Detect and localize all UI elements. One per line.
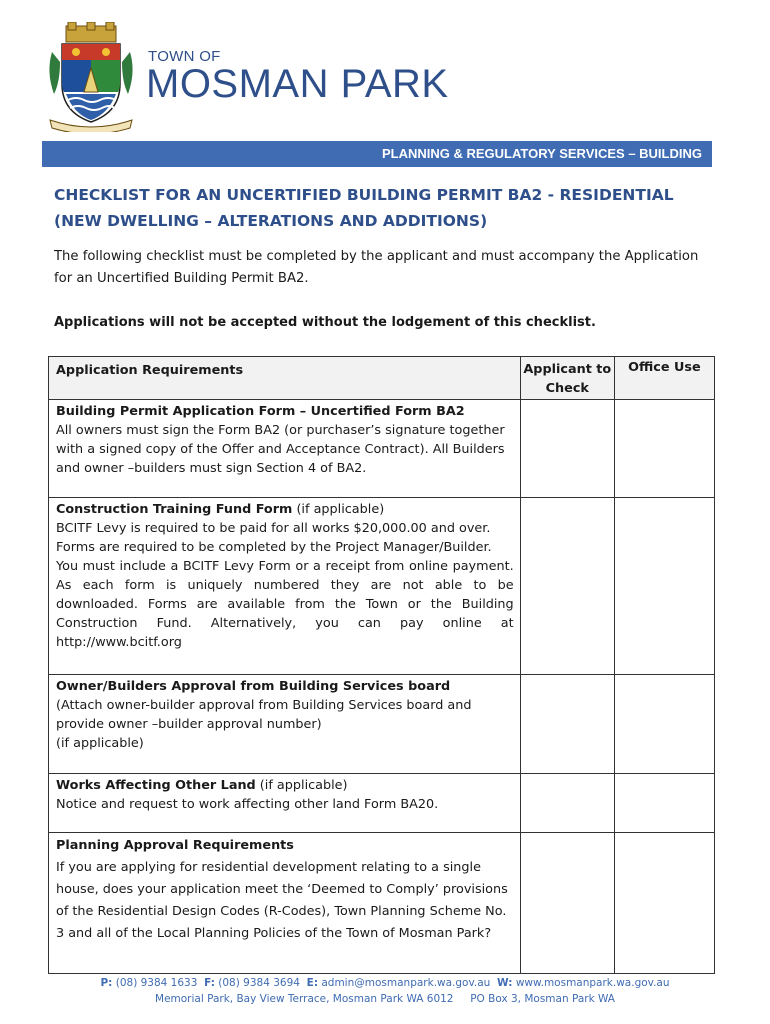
- department-banner: PLANNING & REGULATORY SERVICES – BUILDING: [42, 141, 712, 167]
- footer-phone[interactable]: (08) 9384 1633: [115, 977, 198, 989]
- page-footer: [0, 975, 770, 1007]
- requirement-body: (Attach owner-builder approval from Building Services board and provide owner –builder approval number): [56, 698, 472, 732]
- header-office-use: Office Use: [614, 357, 714, 400]
- intro-paragraph: The following checklist must be completed by the applicant and must accompany the Application for an Uncertified Building Permit BA2.: [54, 249, 699, 286]
- lodgement-notice: Applications will not be accepted without the lodgement of this checklist.: [54, 315, 596, 330]
- requirement-cell: [49, 675, 521, 774]
- town-logo: [46, 22, 466, 132]
- applicant-check-cell[interactable]: [520, 400, 614, 498]
- applicant-check-cell[interactable]: [520, 675, 614, 774]
- footer-email-label: E:: [306, 977, 319, 989]
- footer-fax: (08) 9384 3694: [218, 977, 300, 989]
- requirement-title: Works Affecting Other Land: [56, 778, 256, 793]
- footer-fax-label: F:: [204, 977, 215, 989]
- requirement-title-suffix: (if applicable): [255, 778, 348, 793]
- footer-phone-label: P:: [100, 977, 113, 989]
- title-line-1: CHECKLIST FOR AN UNCERTIFIED BUILDING PERMIT BA2 - RESIDENTIAL: [54, 186, 674, 204]
- table-row: [49, 498, 715, 675]
- footer-email-link[interactable]: admin@mosmanpark.wa.gov.au: [321, 977, 491, 989]
- applicant-check-cell[interactable]: [520, 774, 614, 833]
- requirements-table: [48, 356, 715, 974]
- footer-web-label: W:: [497, 977, 513, 989]
- table-row: [49, 675, 715, 774]
- requirement-cell: [49, 833, 521, 974]
- applicant-check-cell[interactable]: [520, 498, 614, 675]
- office-use-cell: [614, 400, 714, 498]
- footer-contact-line: [0, 975, 770, 991]
- requirement-cell: [49, 774, 521, 833]
- requirement-body-2: (if applicable): [56, 736, 144, 751]
- header-application-requirements: Application Requirements: [49, 357, 521, 400]
- requirement-body: BCITF Levy is required to be paid for all works $20,000.00 and over. Forms are required to be completed by the Project Manager/Builder.: [56, 521, 492, 555]
- requirement-cell: [49, 400, 521, 498]
- header-applicant-to-check: Applicant to Check: [520, 357, 614, 400]
- table-row: [49, 774, 715, 833]
- footer-po-box: PO Box 3, Mosman Park WA: [470, 993, 615, 1005]
- logo-town-of: TOWN OF: [148, 48, 221, 65]
- requirement-body: Notice and request to work affecting other land Form BA20.: [56, 797, 439, 812]
- office-use-cell: [614, 498, 714, 675]
- requirement-title: Construction Training Fund Form: [56, 502, 293, 517]
- table-header-row: [49, 357, 715, 400]
- footer-website-link[interactable]: www.mosmanpark.wa.gov.au: [515, 977, 670, 989]
- applicant-check-cell[interactable]: [520, 833, 614, 974]
- requirement-body: If you are applying for residential development relating to a single house, does your application meet the ‘Deemed to Comply’ provisions of the Residential Design Codes (R-Codes), Town Planning Scheme No. 3 and all of the Local Planning Policies of the Town of Mosman Park?: [56, 860, 508, 941]
- requirement-title: Owner/Builders Approval from Building Services board: [56, 679, 451, 694]
- requirement-title-suffix: (if applicable): [292, 502, 385, 517]
- footer-address: Memorial Park, Bay View Terrace, Mosman Park WA 6012: [155, 993, 454, 1005]
- town-crest-icon: [46, 22, 136, 132]
- office-use-cell: [614, 833, 714, 974]
- table-row: [49, 400, 715, 498]
- title-line-2: (NEW DWELLING – ALTERATIONS AND ADDITIONS): [54, 212, 488, 230]
- requirement-body-2: You must include a BCITF Levy Form or a receipt from online payment. As each form is uniquely numbered they are not able to be downloaded. Forms are available from the Town or the Building Construction Fund. Alternatively, you can pay online at http://www.bcitf.org: [56, 559, 514, 650]
- requirement-body: All owners must sign the Form BA2 (or purchaser’s signature together with a signed copy of the Offer and Acceptance Contract). All Builders and owner –builders must sign Section 4 of BA2.: [56, 423, 505, 476]
- requirement-title: Planning Approval Requirements: [56, 838, 294, 853]
- logo-town-name: MOSMAN PARK: [146, 62, 449, 106]
- footer-address-line: [0, 991, 770, 1007]
- table-row: [49, 833, 715, 974]
- requirement-cell: [49, 498, 521, 675]
- requirement-title: Building Permit Application Form – Uncertified Form BA2: [56, 404, 465, 419]
- office-use-cell: [614, 675, 714, 774]
- office-use-cell: [614, 774, 714, 833]
- page-title: [54, 182, 734, 234]
